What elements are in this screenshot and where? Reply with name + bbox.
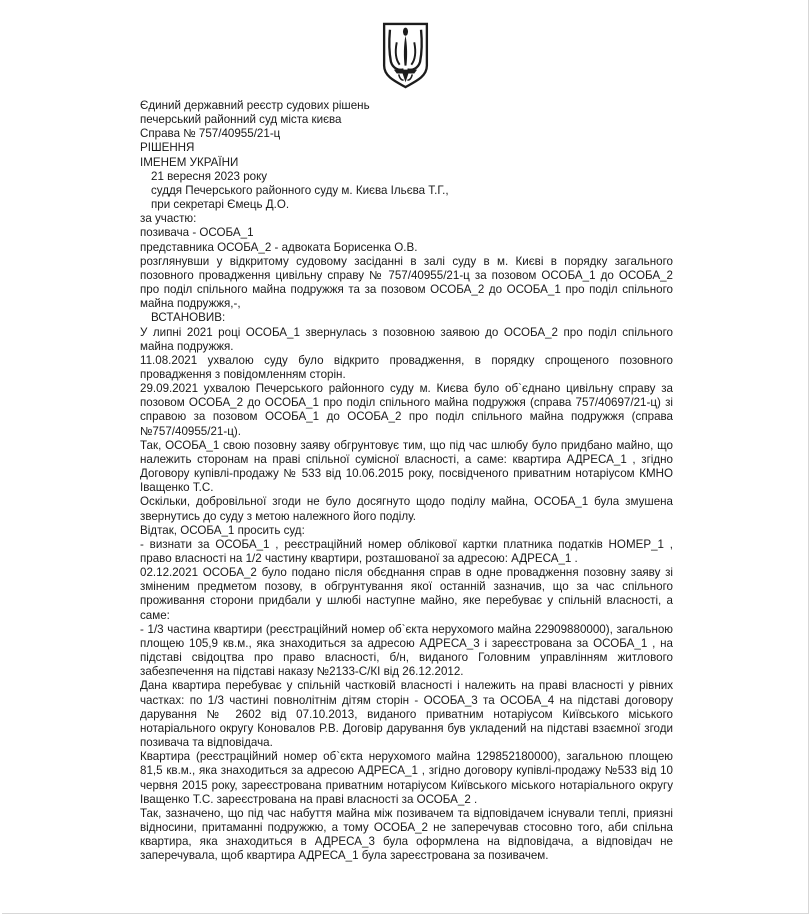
paragraph-9: - 1/3 частина квартири (реєстраційний номер об`єкта нерухомого майна 22909880000), загальною площею 105,9 кв.м., яка знаходиться за адресою АДРЕСА_3 і зареєстрована за ОСОБА_1 , на підставі свідоцтва про право власності, б/н, виданого Головним управлінням житлового забезпечення на підставі наказу №2133-С/КІ від 26.12.2012.: [140, 622, 673, 679]
participation-line: за участю:: [140, 212, 197, 226]
representative-line: представника ОСОБА_2 - адвоката Борисенка О.В.: [140, 240, 418, 254]
judge-line: суддя Печерського районного суду м. Києва Ільєва Т.Г.,: [151, 183, 449, 197]
paragraph-1: У липні 2021 році ОСОБА_1 звернулась з позовною заявою до ОСОБА_2 про поділ спільного майна подружжя.: [140, 325, 673, 353]
decision-date: 21 вересня 2023 року: [151, 169, 268, 183]
paragraph-10: Дана квартира перебуває у спільній частковій власності і належить на праві власності у рівних частках: по 1/3 частині повнолітнім дітям сторін - ОСОБА_3 та ОСОБА_4 на підставі договору дарування № 2602 від 07.10.2013, виданого приватним нотаріусом Київського міського нотаріального округу Коновалов Р.В. Договір дарування був укладений на підставі взаємної згоди позивача та відповідача.: [140, 679, 673, 750]
secretary-line: при секретарі Ємець Д.О.: [151, 198, 290, 212]
paragraph-2: 11.08.2021 ухвалою суду було відкрито провадження, в порядку спрощеного позовного провадження з повідомленням сторін.: [140, 353, 673, 381]
paragraph-4: Так, ОСОБА_1 свою позовну заяву обгрунтовує тим, що під час шлюбу було придбано майно, що належить сторонам на праві спільної сумісної власності, а саме: квартира АДРЕСА_1 , згідно Договору купівлі-продажу № 533 від 10.06.2015 року, посвідченого приватним нотаріусом КМНО Іващенко Т.С.: [140, 438, 673, 495]
case-number: Справа № 757/40955/21-ц: [140, 127, 281, 141]
paragraph-8: 02.12.2021 ОСОБА_2 було подано після обєднання справ в одне провадження позовну заяву зі зміненим предметом позову, в обгрунтування якої останній зазначив, що за час спільного проживання сторони придбали у шлюбі наступне майно, яке перебуває у спільній власності, а саме:: [140, 566, 673, 622]
paragraph-5: Оскільки, добровільної згоди не було досягнуто щодо поділу майна, ОСОБА_1 була змушена звернутись до суду з метою належного його поділу.: [140, 495, 673, 523]
paragraph-6: Відтак, ОСОБА_1 просить суд:: [140, 523, 305, 537]
paragraph-12: Так, зазначено, що під час набуття майна між позивачем та відповідачем існували теплі, приязні відносини, притаманні подружжю, а тому ОСОБА_2 не заперечував стосовно того, аби спільна квартира, яка знаходиться в АДРЕСА_3 була оформлена на відповідача, а відповідач не заперечувала, щоб квартира АДРЕСА_1 була зареєстрована за позивачем.: [140, 806, 673, 863]
paragraph-3: 29.09.2021 ухвалою Печерського районного суду м. Києва було об`єднано цивільну справу за позовом ОСОБА_2 до ОСОБА_1 про поділ спільного майна подружжя (справа 757/40697/21-ц) зі справою за позовом ОСОБА_1 до ОСОБА_2 про поділ спільного майна подружжя (справа №757/40955/21-ц).: [140, 382, 673, 438]
plaintiff-line: позивача - ОСОБА_1: [140, 226, 254, 240]
paragraph-11: Квартира (реєстраційний номер об`єкта нерухомого майна 129852180000), загальною площею 81,5 кв.м., яка знаходиться за адресою АДРЕСА_1 , згідно договору купівлі-продажу №533 від 10 червня 2015 року, зареєстрована приватним нотаріусом Київського міського нотаріального округу Іващенко Т.С. зареєстрована на праві власності за ОСОБА_2 .: [140, 750, 673, 806]
tryzub-coat-of-arms-icon: [381, 21, 430, 89]
established-heading: ВСТАНОВИВ:: [151, 311, 226, 325]
court-name: печерський районний суд міста києва: [140, 113, 342, 127]
considered-paragraph: розглянувши у відкритому судовому засіданні в залі суду в м. Києві в порядку загального позовного провадження цивільну справу № 757/40955/21-ц за позовом ОСОБА_1 до ОСОБА_2 про поділ спільного майна подружжя та за позовом ОСОБА_2 до ОСОБА_1 про поділ спільного майна подружжя,-,: [140, 254, 673, 311]
decision-title: РІШЕННЯ: [140, 141, 195, 155]
paragraph-7: - визнати за ОСОБА_1 , реєстраційний номер облікової картки платника податків НОМЕР_1 , право власності на 1/2 частину квартири, розташованої за адресою: АДРЕСА_1 .: [140, 537, 673, 565]
registry-title: Єдиний державний реєстр судових рішень: [140, 99, 370, 112]
name-of-ukraine: ІМЕНЕМ УКРАЇНИ: [140, 155, 239, 169]
decision-document: [140, 99, 673, 863]
